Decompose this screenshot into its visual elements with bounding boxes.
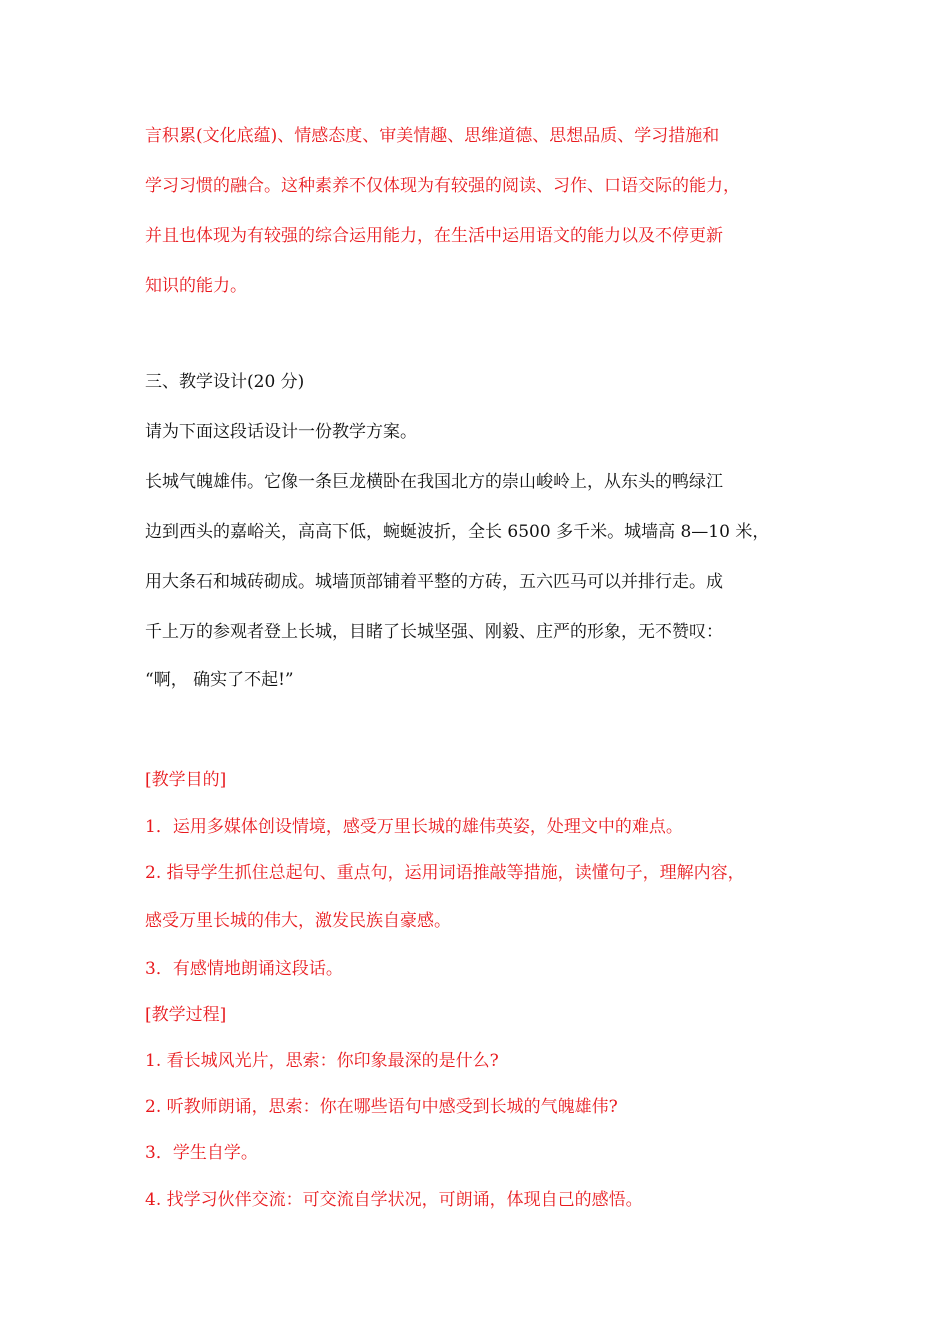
goal-item-3: 3．有感情地朗诵这段话。	[145, 959, 343, 979]
passage-line-4: 千上万的参观者登上长城，目睹了长城坚强、刚毅、庄严的形象，无不赞叹：	[145, 622, 723, 642]
passage-line-2: 边到西头的嘉峪关，高高下低，蜿蜒波折，全长 6500 多千米。城墙高 8—10 米，	[145, 522, 770, 542]
section-instruction: 请为下面这段话设计一份教学方案。	[145, 422, 417, 442]
passage-line-5: “啊， 确实了不起!”	[145, 670, 294, 690]
process-item-4: 4. 找学习伙伴交流：可交流自学状况，可朗诵，体现自己的感悟。	[145, 1190, 643, 1210]
goal-item-2: 2. 指导学生抓住总起句、重点句，运用词语推敲等措施，读懂句子，理解内容，	[145, 863, 745, 883]
process-item-3: 3．学生自学。	[145, 1143, 258, 1163]
passage-line-1: 长城气魄雄伟。它像一条巨龙横卧在我国北方的崇山峻岭上，从东头的鸭绿江	[145, 472, 723, 492]
intro-line-1: 言积累(文化底蕴)、情感态度、审美情趣、思维道德、思想品质、学习措施和	[145, 126, 720, 146]
goal-item-2-cont: 感受万里长城的伟大，激发民族自豪感。	[145, 911, 451, 931]
goals-heading: [教学目的]	[145, 770, 227, 790]
goal-item-1: 1．运用多媒体创设情境，感受万里长城的雄伟英姿，处理文中的难点。	[145, 817, 683, 837]
process-item-1: 1. 看长城风光片，思索：你印象最深的是什么?	[145, 1051, 499, 1071]
process-heading: [教学过程]	[145, 1005, 227, 1025]
passage-line-3: 用大条石和城砖砌成。城墙顶部铺着平整的方砖，五六匹马可以并排行走。成	[145, 572, 723, 592]
intro-line-4: 知识的能力。	[145, 276, 247, 296]
section-heading: 三、教学设计(20 分)	[145, 372, 305, 392]
intro-line-3: 并且也体现为有较强的综合运用能力，在生活中运用语文的能力以及不停更新	[145, 226, 723, 246]
intro-line-2: 学习习惯的融合。这种素养不仅体现为有较强的阅读、习作、口语交际的能力，	[145, 176, 740, 196]
process-item-2: 2. 听教师朗诵，思索：你在哪些语句中感受到长城的气魄雄伟?	[145, 1097, 618, 1117]
